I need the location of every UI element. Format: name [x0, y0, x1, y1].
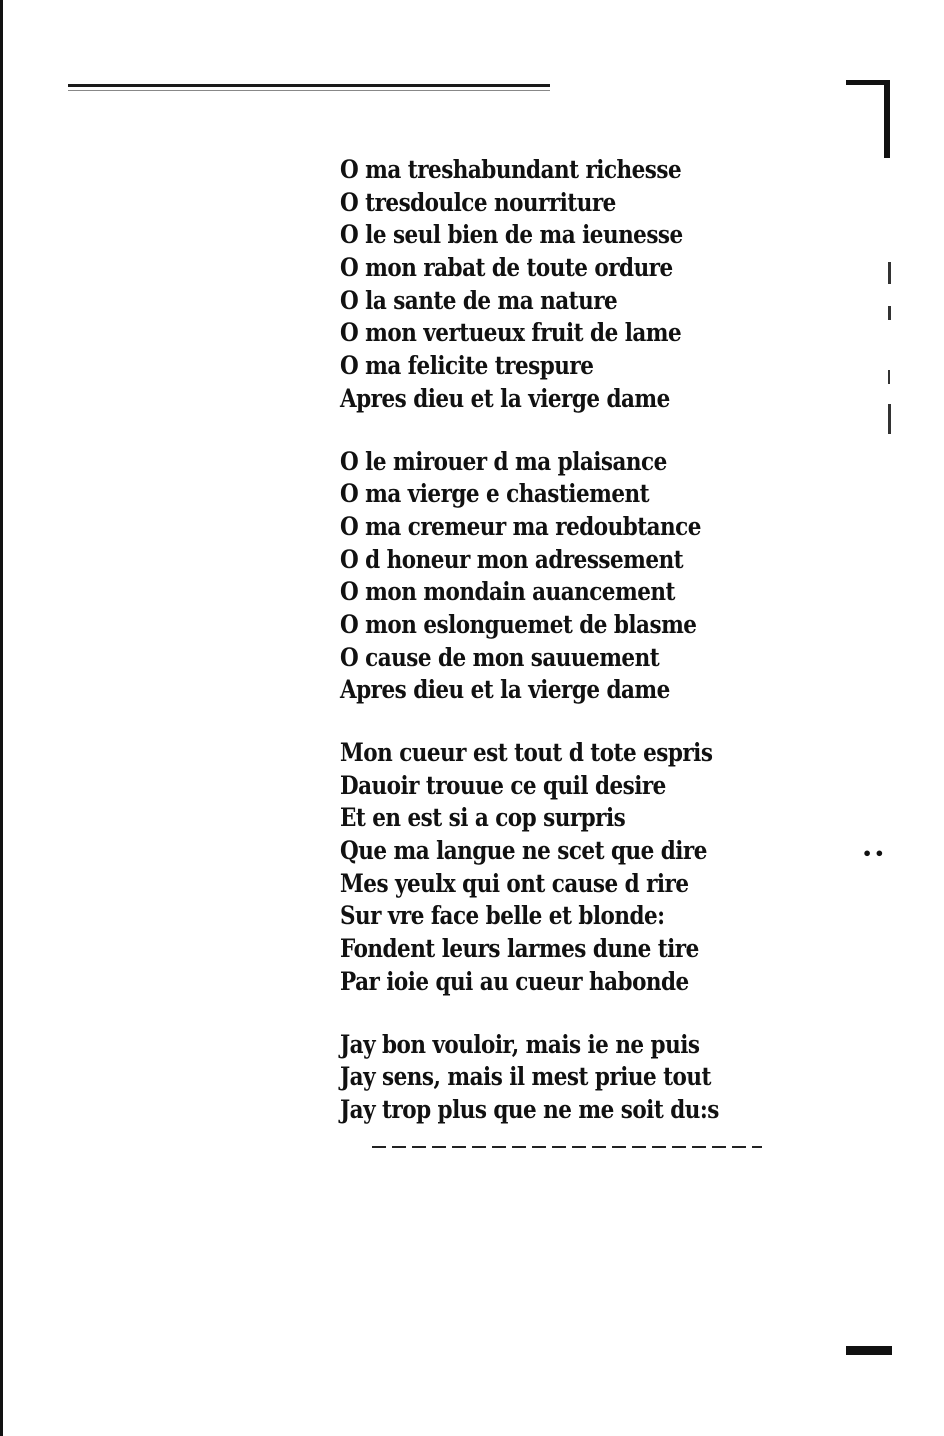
top-rule-shadow [68, 90, 550, 91]
verse-line: Mes yeulx qui ont cause d rire [340, 868, 689, 898]
verse-line: Jay trop plus que ne me soit du:s [340, 1094, 719, 1124]
verse-line: Et en est si a cop surpris [340, 803, 626, 833]
top-rule [68, 84, 550, 87]
verse-line: O mon rabat de toute ordure [340, 253, 673, 283]
verse-line: Apres dieu et la vierge dame [340, 675, 670, 705]
verse-line: Jay sens, mais il mest priue tout [340, 1062, 711, 1092]
bottom-margin-mark [846, 1346, 892, 1355]
margin-mark [888, 306, 891, 320]
margin-dots: •• [862, 844, 887, 863]
corner-bracket-vertical [884, 80, 890, 158]
verse-line: O mon eslonguemet de blasme [340, 609, 697, 639]
stanza-4 [340, 1029, 780, 1127]
verse-line: Que ma langue ne scet que dire [340, 836, 707, 866]
margin-mark [888, 370, 890, 384]
verse-line: Apres dieu et la vierge dame [340, 383, 670, 413]
stanza-3 [340, 737, 780, 999]
verse-line: Jay bon vouloir, mais ie ne puis [340, 1029, 700, 1059]
verse-line: Dauoir trouue ce quil desire [340, 770, 666, 800]
verse-line: O ma treshabundant richesse [340, 155, 682, 184]
verse-line: O cause de mon sauuement [340, 642, 660, 672]
bottom-rule [372, 1146, 762, 1148]
verse-line: O le mirouer d ma plaisance [340, 446, 667, 476]
verse-line: O le seul bien de ma ieunesse [340, 220, 683, 250]
stanza-2 [340, 446, 780, 708]
margin-mark [888, 404, 891, 434]
poem [340, 154, 780, 1157]
verse-line: O ma felicite trespure [340, 351, 594, 381]
verse-line: Par ioie qui au cueur habonde [340, 966, 689, 996]
verse-line: Fondent leurs larmes dune tire [340, 934, 699, 964]
verse-line: O la sante de ma nature [340, 285, 618, 315]
verse-line: Sur vre face belle et blonde: [340, 901, 665, 931]
verse-line: O ma vierge e chastiement [340, 479, 650, 509]
verse-line: Mon cueur est tout d tote espris [340, 738, 713, 767]
page-left-edge [0, 0, 3, 1436]
verse-line: O tresdoulce nourriture [340, 187, 616, 217]
verse-line: O d honeur mon adressement [340, 544, 684, 574]
verse-line: O ma cremeur ma redoubtance [340, 511, 701, 541]
stanza-1 [340, 154, 780, 416]
verse-line: O mon vertueux fruit de lame [340, 318, 682, 348]
verse-line: O mon mondain auancement [340, 577, 675, 607]
margin-mark [888, 262, 891, 284]
